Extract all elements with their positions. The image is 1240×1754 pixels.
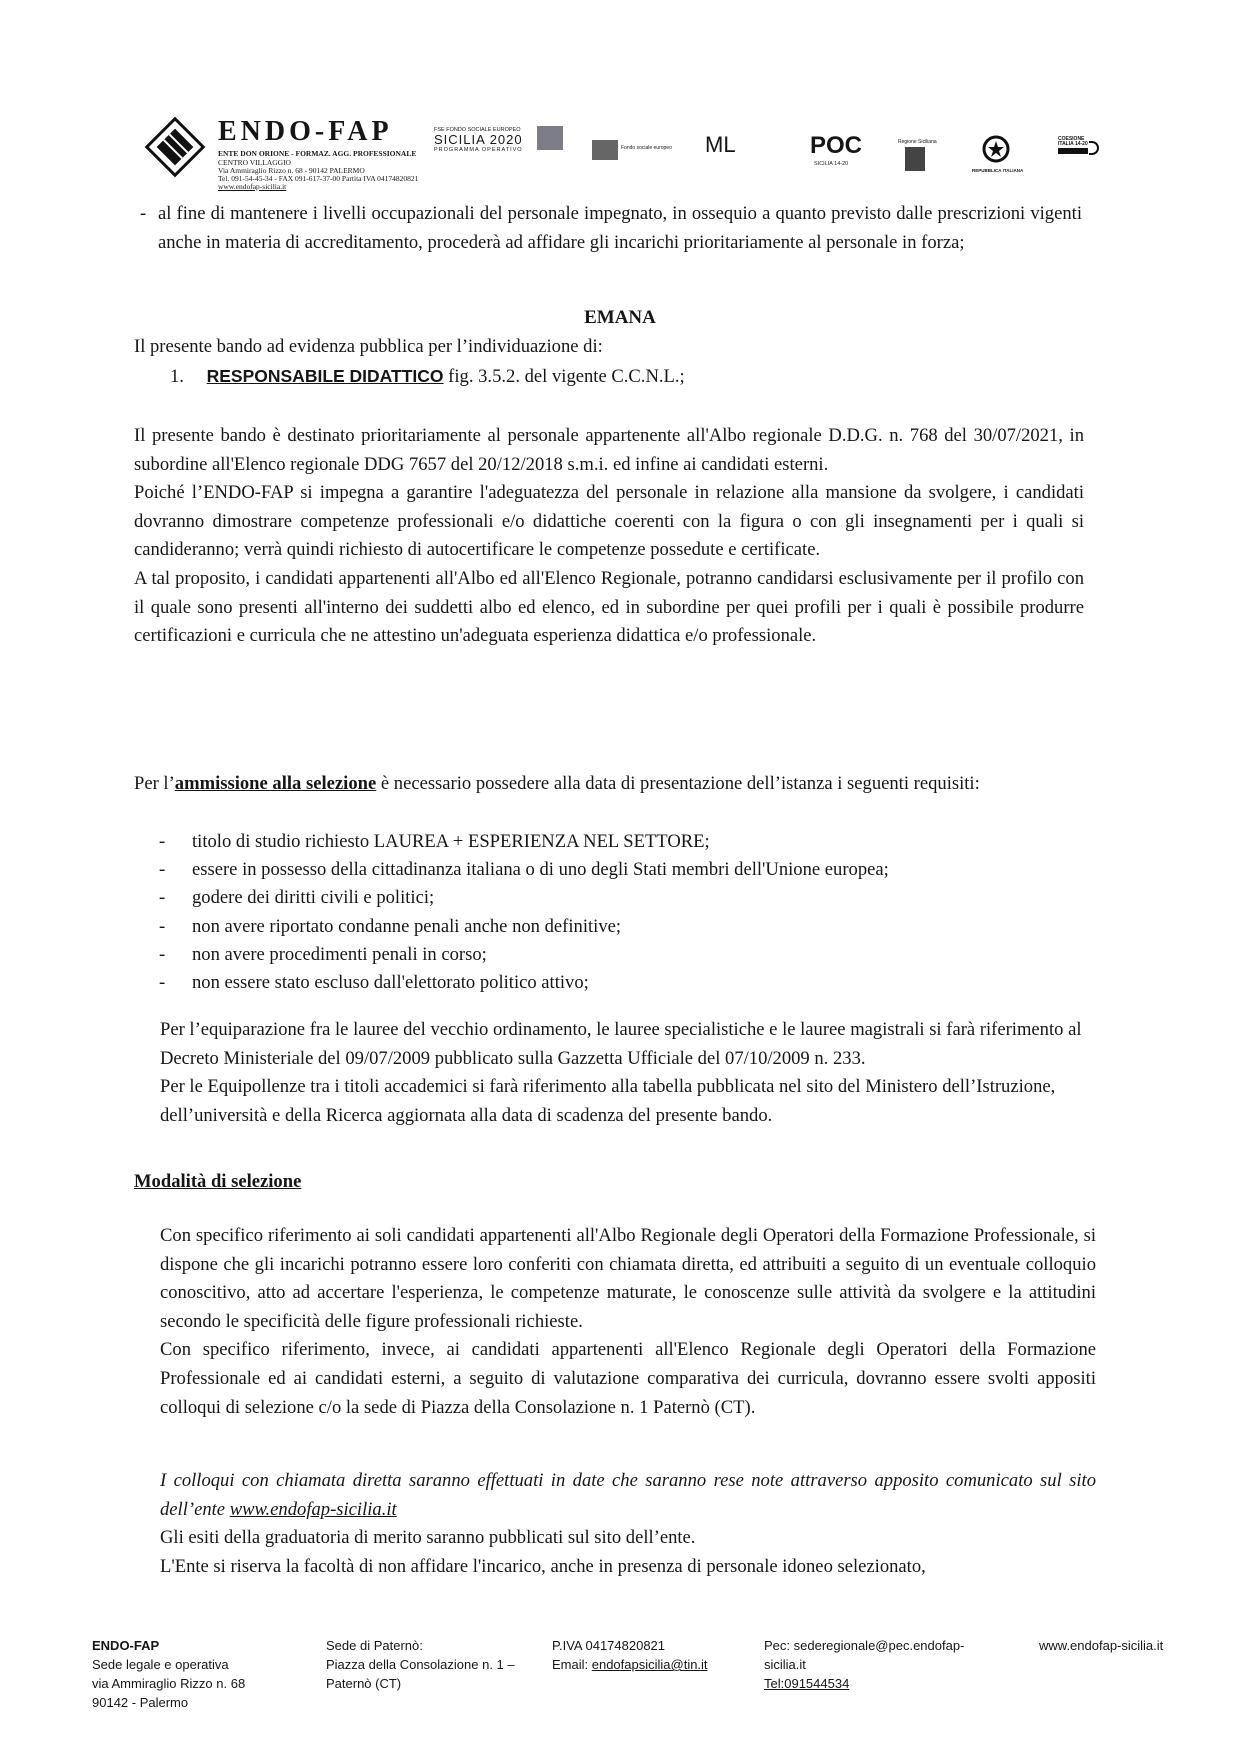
footer-email-link[interactable]: endofapsicilia@tin.it [591, 1657, 708, 1672]
requisiti-list [159, 828, 1092, 997]
list-item [159, 913, 1092, 941]
list-item [159, 884, 1092, 912]
intro-bullet-text: al fine di mantenere i livelli occupazionali del personale impegnato, in ossequio a quanto previsto dalle prescrizioni vigenti anche in materia di accreditamento, procederà ad affidare gli incarichi prioritariamente al personale in forza; [158, 203, 1082, 253]
body-paragraphs [134, 422, 1084, 651]
partner-text: COESIONE [1058, 136, 1085, 142]
bullet-dash: - [140, 203, 147, 224]
footer-line: 90142 - Palermo [92, 1695, 189, 1710]
footer-piva: P.IVA 04174820821 [552, 1638, 666, 1653]
coesione-arrows-icon [1058, 148, 1088, 154]
bullet-dash: - [159, 972, 166, 994]
list-item-text: non avere riportato condanne penali anche non definitive; [192, 915, 622, 937]
emana-heading: EMANA [584, 307, 656, 328]
partner-text: Fondo sociale europeo [621, 145, 672, 151]
ammissione-prefix: Per l’ [134, 773, 175, 794]
footer-line: Piazza della Consolazione n. 1 – [326, 1657, 515, 1672]
partner-text: FSE FONDO SOCIALE EUROPEO [434, 127, 521, 133]
list-item-text: godere dei diritti civili e politici; [192, 887, 435, 909]
item-role: RESPONSABILE DIDATTICO [206, 366, 444, 386]
footer-line: Sede di Paternò: [326, 1638, 423, 1653]
partner-text: ML [705, 132, 736, 157]
paragraph: Con specifico riferimento ai soli candidati appartenenti all'Albo Regionale degli Operatori della Formazione Professionale, si dispone che gli incarichi potranno essere loro conferiti con chiamata diretta, ed attribuiti a seguito di un eventuale colloquio conoscitivo, atto ad accertare l'esperienza, le competenze maturate, le conoscenze sulle attività da svolgere e la attitudini secondo le specificità delle figure professionali richieste. [160, 1225, 1096, 1332]
footer-pec: sicilia.it [764, 1657, 806, 1672]
emana-item [170, 362, 1070, 392]
ammissione-intro [134, 770, 1084, 799]
org-line: Tel. 091-54-45-34 - FAX 091-617-37-00 Partita IVA 04174820821 [218, 174, 419, 183]
bullet-dash: - [159, 831, 166, 852]
paragraph: Poiché l’ENDO-FAP si impegna a garantire l'adeguatezza del personale in relazione alla mansione da svolgere, i candidati dovranno dimostrare competenze professionali e/o didattiche coerenti con la figura o con gli insegnamenti per i quali si candideranno; verrà quindi richiesto di autocertificare le competenze possedute e certificate. [134, 482, 1084, 561]
item-rest: fig. 3.5.2. del vigente C.C.N.L.; [443, 366, 685, 387]
footer-col-web [1039, 1636, 1209, 1655]
partner-text: REPUBBLICA ITALIANA [972, 168, 1024, 173]
partner-text: PROGRAMMA OPERATIVO [434, 147, 523, 153]
footer-tel-link[interactable]: Tel:091544534 [764, 1676, 850, 1691]
colloqui-text: I colloqui con chiamata diretta saranno effettuati in date che saranno rese note attraverso apposito comunicato sul sito dell’ente [160, 1470, 1096, 1520]
list-item-text: titolo di studio richiesto LAUREA + ESPERIENZA NEL SETTORE; [192, 831, 710, 852]
partner-text: SICILIA 2020 [434, 132, 523, 147]
emana-line: Il presente bando ad evidenza pubblica per l’individuazione di: [134, 336, 603, 357]
partner-text: POC [810, 132, 863, 159]
modalita-heading: Modalità di selezione [134, 1171, 302, 1192]
list-item [159, 856, 1092, 884]
org-line: Via Ammiraglio Rizzo n. 68 - 90142 PALERMO [218, 166, 365, 175]
footer-pec: Pec: sederegionale@pec.endofap- [764, 1638, 965, 1653]
intro-bullet [140, 200, 1082, 257]
footer-col-pec [764, 1636, 1004, 1693]
item-number: 1. [170, 366, 184, 387]
italian-emblem-icon [981, 134, 1011, 166]
paragraph: Per l’equiparazione fra le lauree del vecchio ordinamento, le lauree specialistiche e le lauree magistrali si farà riferimento al Decreto Ministeriale del 09/07/2009 pubblicato sulla Gazzetta Ufficiale del 07/10/2009 n. 233. [160, 1019, 1082, 1069]
org-line: ENTE DON ORIONE - FORMAZ. AGG. PROFESSIONALE [218, 149, 417, 158]
partner-text: SICILIA 14-20 [814, 161, 849, 167]
footer-col-legal [92, 1636, 292, 1712]
equiparazione-block [160, 1016, 1096, 1130]
ammissione-suffix: è necessario possedere alla data di presentazione dell’istanza i seguenti requisiti: [376, 773, 980, 794]
list-item [159, 828, 1092, 856]
eu-flag-icon [537, 126, 563, 150]
list-item [159, 969, 1092, 997]
org-line: www.endofap-sicilia.it [218, 182, 287, 191]
footer-org-name: ENDO-FAP [92, 1638, 160, 1653]
bullet-dash: - [159, 859, 166, 881]
list-item-text: essere in possesso della cittadinanza italiana o di uno degli Stati membri dell'Unione europea; [192, 859, 889, 881]
modalita-paragraphs [160, 1222, 1096, 1422]
bullet-dash: - [159, 915, 166, 937]
colloqui-block [160, 1467, 1096, 1581]
footer-email-line [552, 1655, 752, 1674]
esiti-text: Gli esiti della graduatoria di merito saranno pubblicati sul sito dell’ente. [160, 1527, 696, 1549]
footer-line: Sede legale e operativa [92, 1657, 229, 1672]
org-name: ENDO-FAP [218, 116, 393, 147]
list-item [159, 941, 1092, 969]
colloqui-italic [160, 1467, 1096, 1524]
footer-line: Paternò (CT) [326, 1676, 402, 1691]
paragraph: Il presente bando è destinato prioritariamente al personale appartenente all'Albo regionale D.D.G. n. 768 del 30/07/2021, in subordine all'Elenco regionale DDG 7657 del 20/12/2018 s.m.i. ed infine ai candidati esterni. [134, 425, 1084, 475]
list-item-text: non avere procedimenti penali in corso; [192, 943, 487, 965]
footer-col-paterno [326, 1636, 556, 1693]
paragraph: A tal proposito, i candidati appartenenti all'Albo ed all'Elenco Regionale, potranno candidarsi esclusivamente per il profilo con il quale sono presenti all'interno dei suddetti albo ed elenco, ed in subordine per quei profili per i quali è possibile produrre certificazioni e curricula che ne attestino un'adeguata esperienza didattica e/o professionale. [134, 567, 1084, 647]
list-item-text: non essere stato escluso dall'elettorato politico attivo; [192, 972, 589, 994]
paragraph: Per le Equipollenze tra i titoli accademici si farà riferimento alla tabella pubblicata nel sito del Ministero dell’Istruzione, dell’università e della Ricerca aggiornata alla data di scadenza del presente bando. [160, 1076, 1056, 1126]
eu-flag-icon [592, 140, 618, 160]
footer-email-label: Email: [552, 1657, 592, 1672]
coesione-arrows-icon [1089, 141, 1099, 155]
bullet-dash: - [159, 887, 166, 909]
footer-col-contacts [552, 1636, 752, 1674]
ammissione-bold: ammissione alla selezione [174, 773, 377, 794]
website-link[interactable]: www.endofap-sicilia.it [229, 1498, 397, 1520]
paragraph: Con specifico riferimento, invece, ai candidati appartenenti all'Elenco Regionale degli Operatori della Formazione Professionale ed ai candidati esterni, a seguito di valutazione comparativa dei curricula, dovranno essere svolti appositi colloqui di selezione c/o la sede di Piazza della Consolazione n. 1 Paternò (CT). [160, 1339, 1096, 1418]
riserva-text: L'Ente si riserva la facoltà di non affidare l'incarico, anche in presenza di personale idoneo selezionato, [160, 1555, 926, 1577]
regional-crest-icon [905, 147, 925, 171]
partner-text: ITALIA 14-20 [1058, 141, 1088, 147]
partner-text: Regione Siciliana [898, 139, 937, 145]
footer-website: www.endofap-sicilia.it [1039, 1638, 1164, 1653]
bullet-dash: - [159, 943, 166, 965]
footer-line: via Ammiraglio Rizzo n. 68 [92, 1676, 246, 1691]
endo-fap-logo-icon [140, 116, 210, 178]
org-line: CENTRO VILLAGGIO [218, 158, 291, 167]
